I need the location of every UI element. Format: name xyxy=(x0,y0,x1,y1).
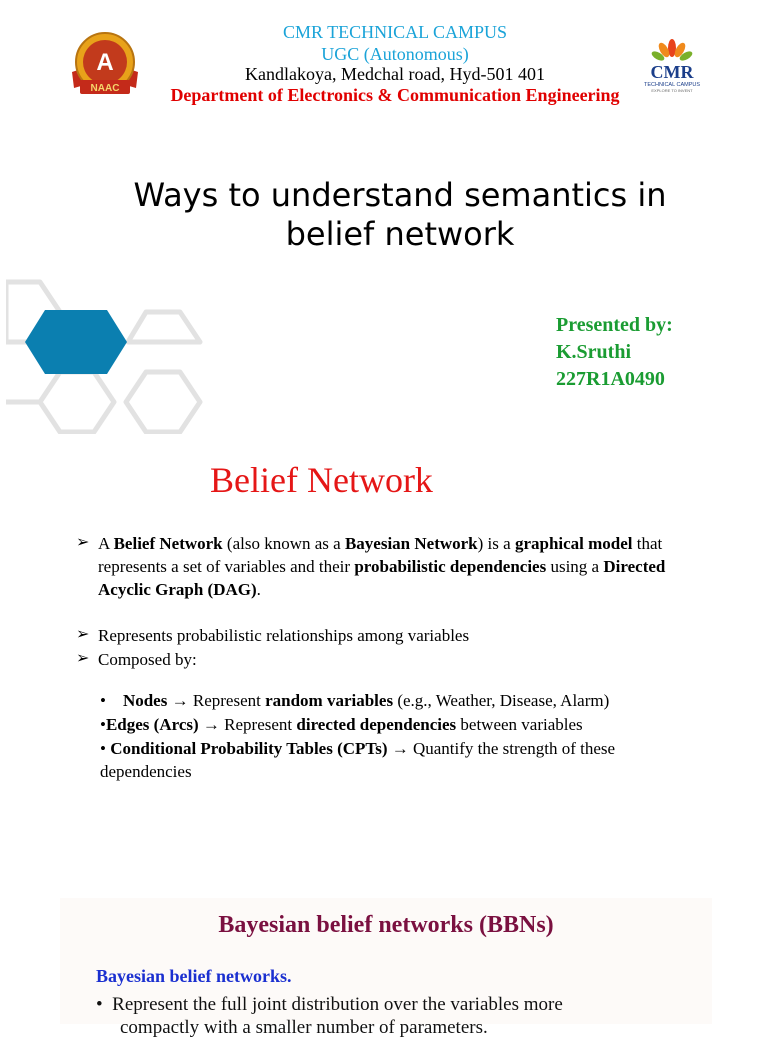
arrow-bullet-icon: ➢ xyxy=(76,626,90,643)
definition-bullet: A Belief Network (also known as a Bayesian Network) is a graphical model that represents a set of variables and their probabilistic dependencies using a Directed Acyclic Graph (DAG). xyxy=(98,534,666,599)
cmr-wordmark: CMR xyxy=(650,62,694,82)
cpt-item: • Conditional Probability Tables (CPTs) → Quantify the strength of these dependencies xyxy=(100,739,616,781)
naac-label: NAAC xyxy=(90,83,120,94)
ugc-status: UGC (Autonomous) xyxy=(321,44,469,64)
bullet-dot-icon: • xyxy=(100,739,106,758)
nodes-item: • Nodes → Represent random variables (e.g., Weather, Disease, Alarm) xyxy=(100,691,610,710)
bbn-image-snippet xyxy=(60,898,712,1038)
naac-grade: A xyxy=(96,49,114,76)
edges-item: •Edges (Arcs) → Represent directed dependencies between variables xyxy=(100,715,583,734)
teal-hexagon xyxy=(25,310,127,374)
presenter-name: K.Sruthi xyxy=(556,341,632,363)
bbn-subtitle: Bayesian belief networks. xyxy=(96,966,292,986)
bullet-dot-icon: • xyxy=(100,691,106,710)
cmr-logo xyxy=(632,34,712,94)
arrow-bullet-icon: ➢ xyxy=(76,534,90,551)
arrow-bullet-icon: ➢ xyxy=(76,650,90,667)
campus-name: CMR TECHNICAL CAMPUS xyxy=(282,22,508,42)
slide-title: Ways to understand semantics in belief network xyxy=(133,176,667,253)
bullet-dot-icon: • xyxy=(96,994,103,1015)
section-title: Belief Network xyxy=(210,460,433,500)
composed-by-bullet: Composed by: xyxy=(98,650,197,669)
presenter-id: 227R1A0490 xyxy=(556,368,665,390)
campus-address: Kandlakoya, Medchal road, Hyd-501 401 xyxy=(245,64,545,84)
presenter-block xyxy=(556,312,673,393)
presenter-label: Presented by: xyxy=(556,314,673,336)
bbn-point-continued: compactly with a smaller number of parameters. xyxy=(120,1017,488,1038)
hexagon-decoration xyxy=(6,278,210,434)
college-header xyxy=(0,0,768,120)
relationships-bullet: Represents probabilistic relationships among variables xyxy=(98,626,470,645)
bullet-dot-icon: • xyxy=(100,715,106,734)
cmr-logo-tagline: EXPLORE TO INVENT xyxy=(651,88,693,93)
bbn-point: • Represent the full joint distribution over the variables more xyxy=(96,994,563,1015)
bbn-title: Bayesian belief networks (BBNs) xyxy=(218,912,554,938)
department-name: Department of Electronics & Communication Engineering xyxy=(170,85,620,105)
cmr-logo-sub: TECHNICAL CAMPUS xyxy=(643,82,701,88)
